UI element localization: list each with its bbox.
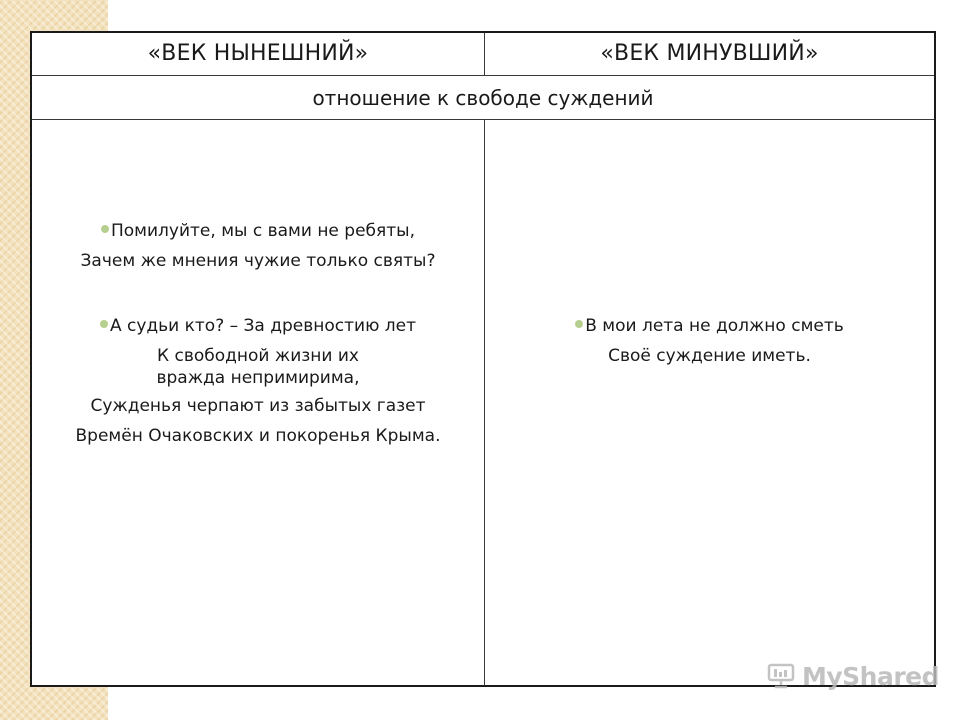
quote-block <box>485 311 934 371</box>
body-cell-present-age <box>32 120 485 685</box>
header-cell-present-age: «ВЕК НЫНЕШНИЙ» <box>32 33 485 75</box>
comparison-table <box>30 31 936 687</box>
quote-line: Своё суждение иметь. <box>608 346 811 366</box>
quote-block <box>32 311 484 451</box>
quote-line: К свободной жизни их вражда непримирима, <box>156 346 360 388</box>
quote-text: В мои лета не должно сметь <box>585 316 844 336</box>
body-cell-past-age <box>485 120 934 685</box>
presentation-screen-icon <box>766 663 796 689</box>
bullet-icon <box>575 320 583 328</box>
quote-line <box>32 311 484 341</box>
table-header-row <box>32 33 934 76</box>
bullet-icon <box>100 320 108 328</box>
quote-text: А судьи кто? – За древностию лет <box>109 316 417 336</box>
quote-line: Сужденья черпают из забытых газет <box>90 396 426 416</box>
quote-text: Помилуйте, мы с вами не ребяты, <box>111 221 415 241</box>
quote-line <box>32 216 484 246</box>
quote-block <box>32 216 484 276</box>
quote-line <box>485 311 934 341</box>
quote-line: Зачем же мнения чужие только святы? <box>80 251 436 271</box>
table-body-row <box>32 120 934 685</box>
watermark-logo <box>766 656 939 696</box>
watermark-text: MyShared <box>802 661 940 691</box>
header-cell-past-age: «ВЕК МИНУВШИЙ» <box>600 41 819 66</box>
table-subheader: отношение к свободе суждений <box>32 76 934 120</box>
quote-line: Времён Очаковских и покоренья Крыма. <box>75 426 441 446</box>
bullet-icon <box>101 225 109 233</box>
